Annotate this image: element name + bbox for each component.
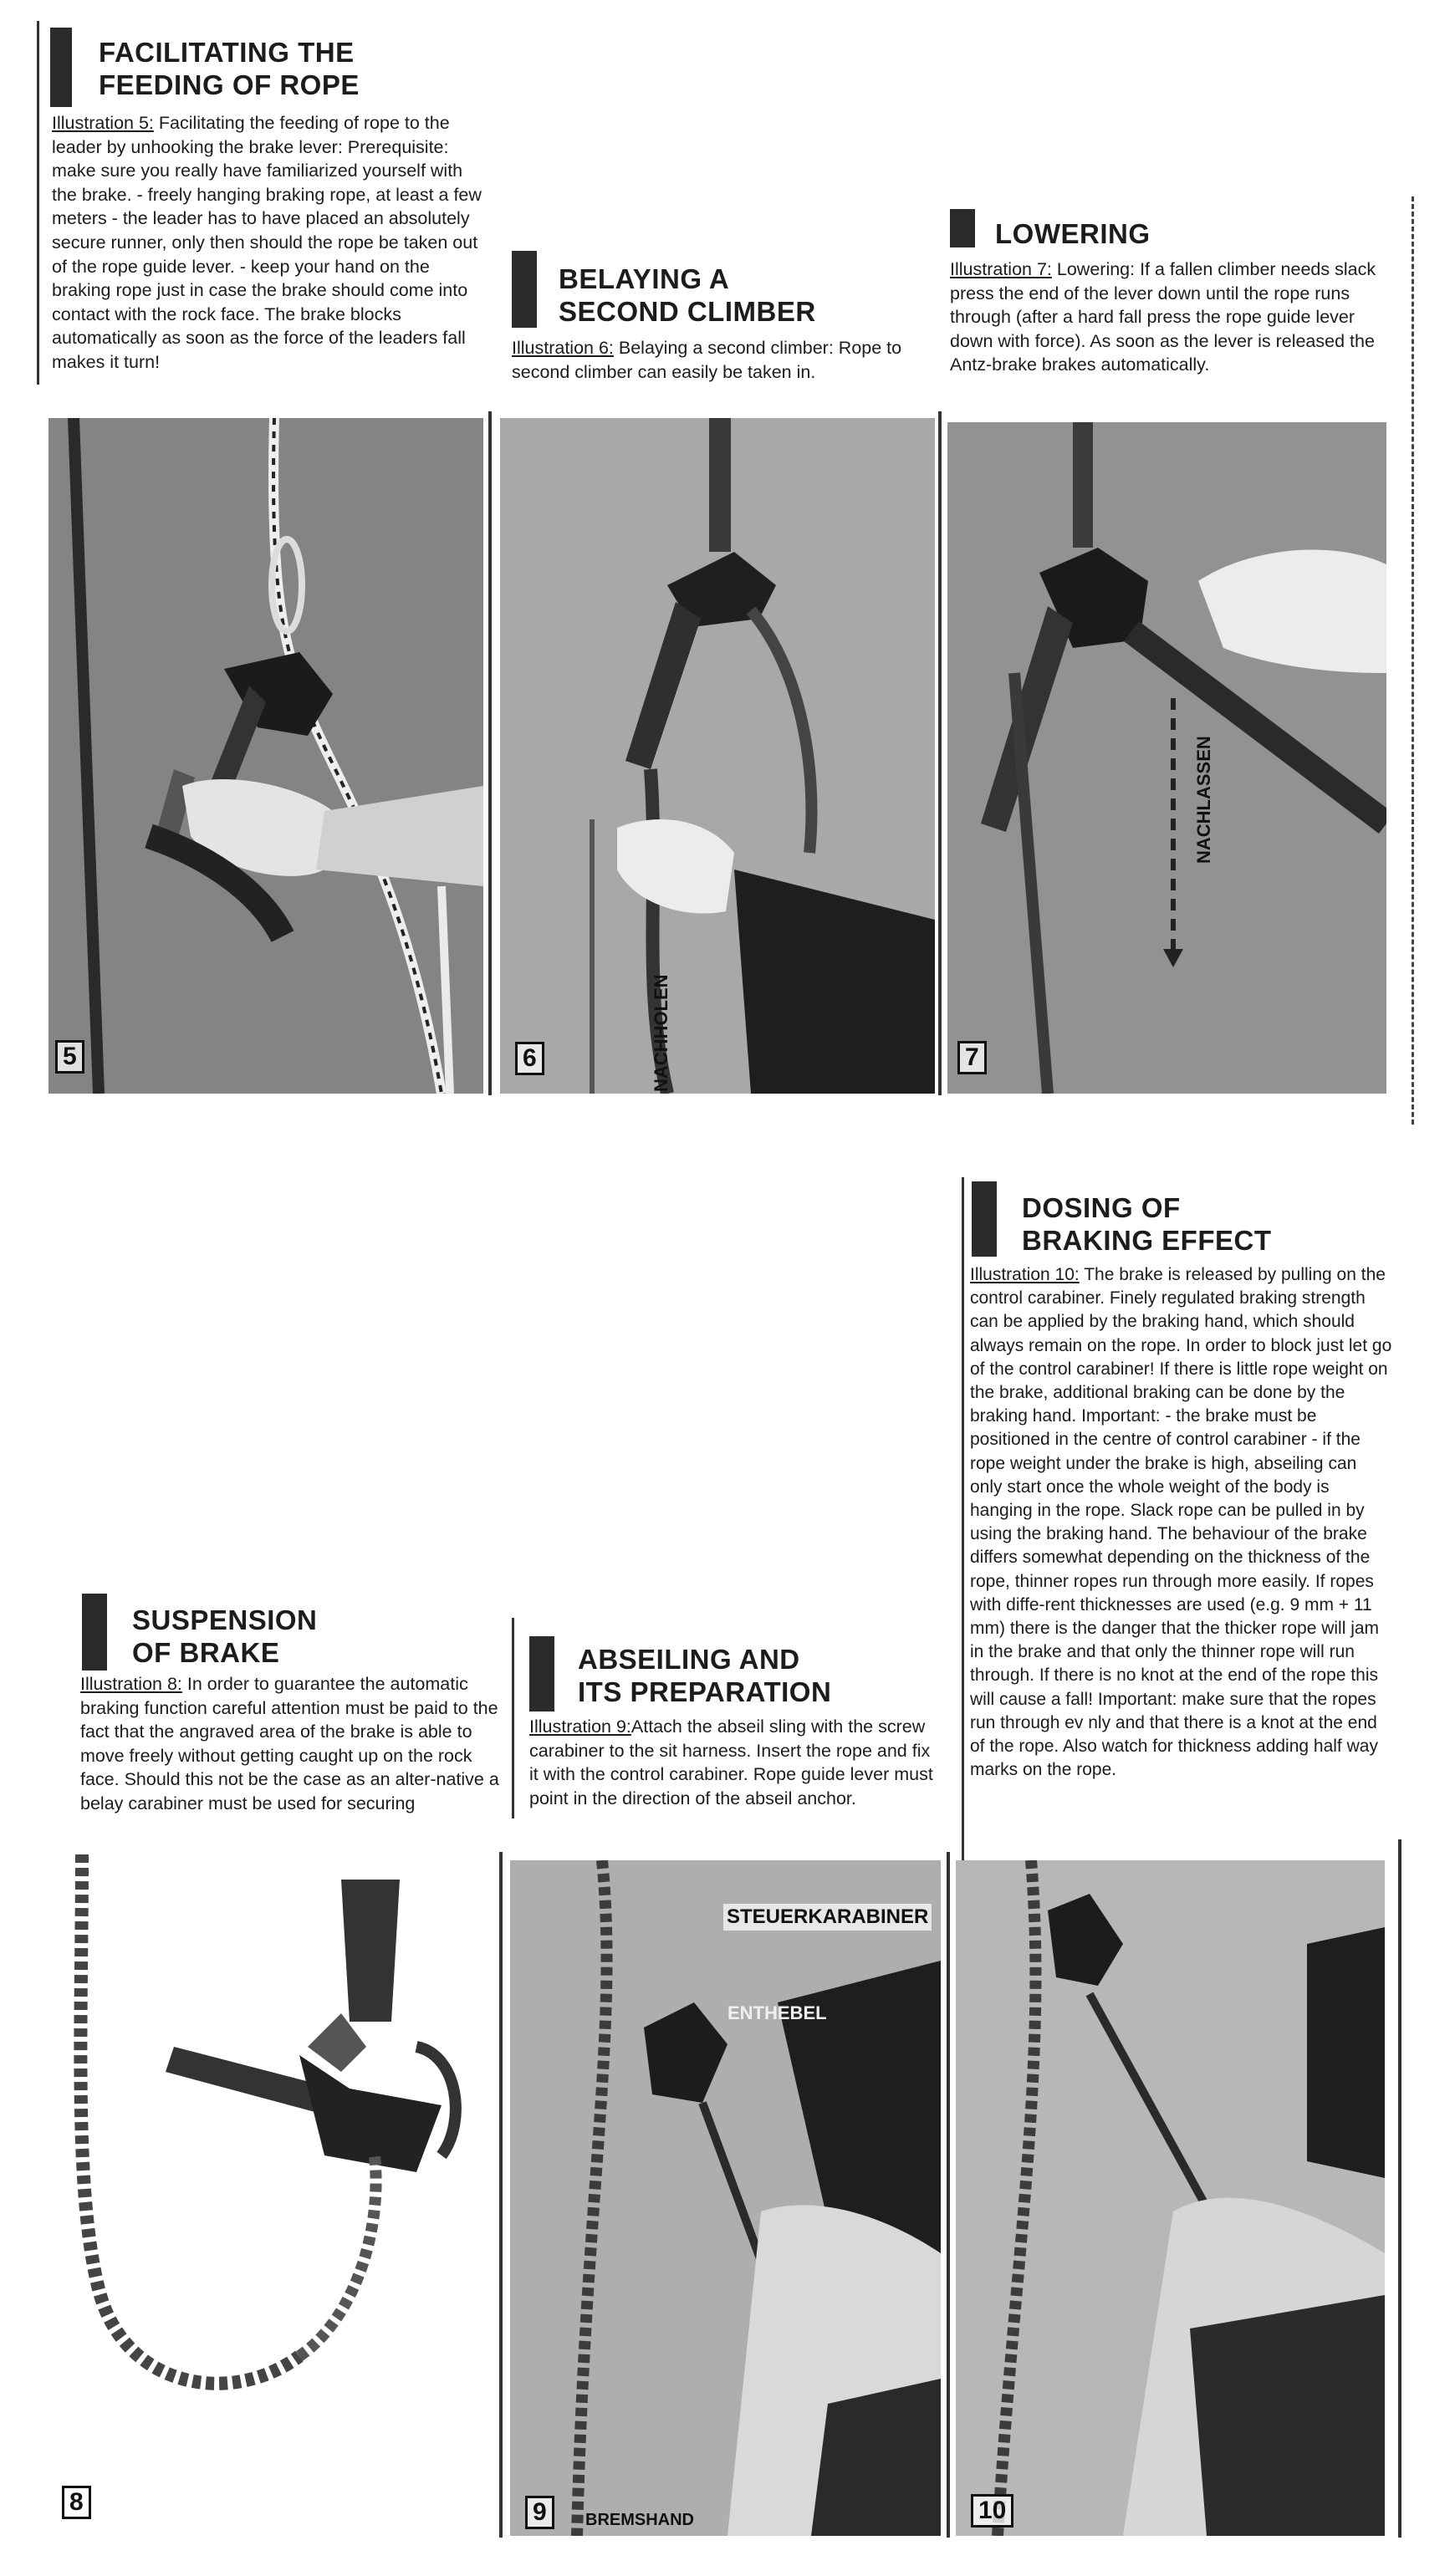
heading-marker bbox=[50, 28, 72, 107]
photo-label-bremshand: BREMSHAND bbox=[585, 2511, 694, 2529]
photo-divider bbox=[938, 411, 942, 1095]
illustration-ref: Illustration 7: bbox=[950, 259, 1052, 279]
section-heading: FACILITATING THE FEEDING OF ROPE bbox=[99, 37, 360, 100]
figure-number: 6 bbox=[515, 1042, 544, 1075]
photo-illustration-6 bbox=[500, 418, 935, 1094]
figure-number: 5 bbox=[55, 1040, 84, 1074]
illustration-ref: Illustration 9: bbox=[529, 1716, 631, 1737]
photo-illustration-7 bbox=[947, 422, 1386, 1094]
photo-divider bbox=[947, 1852, 950, 2538]
photo-6-image bbox=[500, 418, 935, 1094]
photo-label-enthebel: ENTHEBEL bbox=[728, 2002, 827, 2023]
section-body bbox=[52, 111, 487, 375]
photo-label-nachlassen: NACHLASSEN bbox=[1193, 736, 1214, 864]
photo-7-image bbox=[947, 422, 1386, 1094]
photo-label-steuerkarabiner: STEUERKARABINER bbox=[723, 1904, 932, 1931]
section-lowering bbox=[937, 201, 1405, 393]
figure-number: 10 bbox=[971, 2494, 1013, 2528]
section-heading: DOSING OF BRAKING EFFECT bbox=[1022, 1192, 1272, 1256]
body-text: Belaying a second climber: Rope to second climber can easily be taken in. bbox=[512, 338, 902, 382]
section-suspension bbox=[75, 1580, 510, 1831]
section-body bbox=[970, 1263, 1392, 1782]
photo-illustration-8 bbox=[48, 1854, 492, 2536]
heading-marker bbox=[972, 1181, 997, 1257]
illustration-ref: Illustration 6: bbox=[512, 338, 614, 358]
body-text: Facilitating the feeding of rope to the leader by unhooking the brake lever: Prerequisite: make sure you really have familiarized yourself with the brake. - freely hanging braking rope, at least a few meters - the leader has to have placed an absolutely secure runner, only then should the rope be taken out of the rope guide lever. - keep your hand on the braking rope just in case the brake should come into contact with the rock face. The brake blocks automatically as soon as the force of the leaders fall makes it turn! bbox=[52, 113, 482, 372]
column-divider bbox=[962, 1177, 964, 1863]
photo-divider bbox=[1398, 1839, 1401, 2538]
body-text: In order to guarantee the automatic braking function careful attention must be paid to the fact that the angraved area of the brake is able to move freely without getting caught up on the rock face. Should this not be the case as an alter-native a belay carabiner must be used for securing bbox=[80, 1674, 499, 1813]
section-body bbox=[950, 258, 1389, 377]
section-heading: LOWERING bbox=[995, 218, 1151, 249]
cut-line bbox=[1412, 196, 1414, 1125]
photo-10-image bbox=[956, 1860, 1385, 2536]
photo-illustration-10 bbox=[956, 1860, 1385, 2536]
section-body bbox=[529, 1715, 939, 1810]
photo-label-nachholen: NACHHOLEN bbox=[651, 974, 671, 1092]
photo-illustration-5 bbox=[48, 418, 483, 1094]
heading-marker bbox=[529, 1636, 554, 1711]
photo-divider bbox=[499, 1852, 503, 2538]
column-divider bbox=[512, 1618, 514, 1819]
figure-number: 8 bbox=[62, 2486, 91, 2519]
section-heading: SUSPENSION OF BRAKE bbox=[132, 1604, 318, 1668]
heading-marker bbox=[950, 209, 975, 247]
body-text: Lowering: If a fallen climber needs slack press the end of the lever down until the rope runs through (after a hard fall press the rope guide lever down with force). As soon as the lever is released the Antz-brake brakes automatically. bbox=[950, 259, 1376, 375]
section-abseiling bbox=[523, 1618, 941, 1827]
figure-number: 9 bbox=[525, 2496, 554, 2529]
section-dosing-braking bbox=[953, 1166, 1405, 1869]
photo-8-image bbox=[48, 1854, 492, 2536]
section-heading: BELAYING A SECOND CLIMBER bbox=[559, 263, 816, 327]
illustration-ref: Illustration 5: bbox=[52, 113, 154, 133]
illustration-ref: Illustration 8: bbox=[80, 1674, 182, 1694]
heading-marker bbox=[512, 251, 537, 328]
column-divider bbox=[37, 21, 39, 385]
section-body bbox=[80, 1672, 505, 1816]
heading-marker bbox=[82, 1594, 107, 1671]
section-facilitating-feeding bbox=[33, 21, 485, 389]
photo-5-image bbox=[48, 418, 483, 1094]
body-text: Attach the abseil sling with the screw carabiner to the sit harness. Insert the rope and fix it with the control carabiner. Rope guide lever must point in the direction of the abseil anchor. bbox=[529, 1716, 933, 1808]
section-body bbox=[512, 336, 934, 384]
section-heading: ABSEILING AND ITS PREPARATION bbox=[578, 1644, 832, 1707]
photo-divider bbox=[488, 411, 492, 1095]
body-text: The brake is released by pulling on the control carabiner. Finely regulated braking strength can be applied by the braking hand, which should always remain on the rope. In order to block just let go of the control carabiner! If there is little rope weight on the brake, additional braking can be done by the braking hand. Important: - the brake must be positioned in the centre of control carabiner - if the rope weight under the brake is high, abseiling can only start once the whole weight of the body is hanging in the rope. Slack rope can be pulled in by using the braking hand. The behaviour of the brake differs somewhat depending on the thickness of the rope, thinner ropes run through more easily. If ropes with diffe-rent thicknesses are used (e.g. 9 mm + 11 mm) there is the danger that the thicker rope will jam in the brake and that only the thinner rope will run through. If there is no knot at the end of the rope this will cause a fall! Important: make sure that the ropes run through ev nly and that there is a knot at the end of the rope. Also watch for thickness adding half way marks on the rope. bbox=[970, 1265, 1392, 1780]
figure-number: 7 bbox=[957, 1041, 987, 1074]
section-belaying-second bbox=[502, 242, 937, 393]
illustration-ref: Illustration 10: bbox=[970, 1265, 1080, 1284]
photo-illustration-9 bbox=[510, 1860, 941, 2536]
photo-9-image bbox=[510, 1860, 941, 2536]
